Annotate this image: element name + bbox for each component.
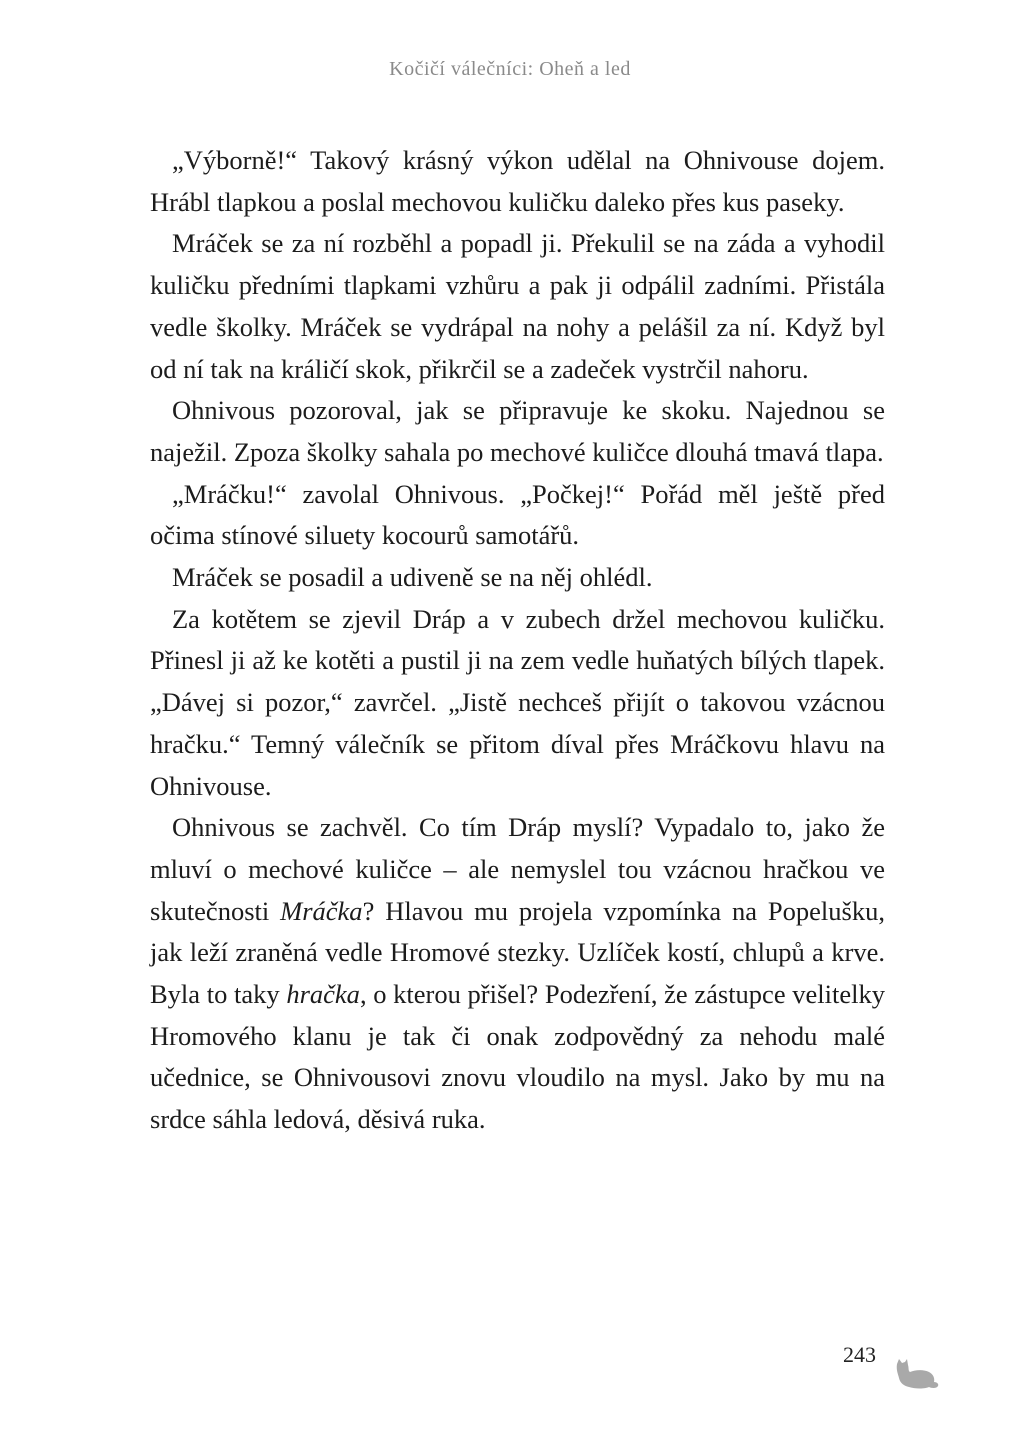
paragraph-segment: , o kterou přišel? Podezření, že zástupce velitelky Hromového klanu je tak či onak zodpovědný za nehodu malé učednice, se Ohnivousovi znovu vloudilo na mysl. Jako by mu na srdce sáhla ledová, děsivá ruka.	[150, 979, 885, 1135]
paragraph: Ohnivous pozoroval, jak se připravuje ke skoku. Najednou se naježil. Zpoza školky sahala po mechové kuličce dlouhá tmavá tlapa.	[150, 395, 885, 467]
paragraph-last	[150, 807, 885, 1141]
cat-silhouette-icon	[893, 1358, 939, 1390]
paragraph: Za kotětem se zjevil Dráp a v zubech držel mechovou kuličku. Přinesl ji až ke kotěti a pustil ji na zem vedle huňatých bílých tlapek. „Dávej si pozor,“ zavrčel. „Jistě nechceš přijít o takovou vzácnou hračku.“ Temný válečník se přitom díval přes Mráčkovu hlavu na Ohnivouse.	[150, 603, 885, 801]
paragraph-segment: ? Hlavou mu projela vzpomínka na Popelušku, jak leží zraněná vedle Hromové stezky. Uzlíček kostí, chlupů a krve. Byla to taky	[150, 895, 885, 1010]
paragraph: „Mráčku!“ zavolal Ohnivous. „Počkej!“ Pořád měl ještě před očima stínové siluety kocourů samotářů.	[150, 478, 885, 551]
paragraph: Mráček se za ní rozběhl a popadl ji. Překulil se na záda a vyhodil kuličku předními tlapkami vzhůru a pak ji odpálil zadními. Přistála vedle školky. Mráček se vydrápal na nohy a pelášil za ní. Když byl od ní tak na králičí skok, přikrčil se a zadeček vystrčil nahoru.	[150, 228, 885, 384]
italic-word: Mráčka	[280, 895, 363, 926]
body-text	[150, 140, 885, 1141]
paragraph: Mráček se posadil a udiveně se na něj ohlédl.	[172, 562, 653, 593]
paragraph: „Výborně!“ Takový krásný výkon udělal na Ohnivouse dojem. Hrábl tlapkou a poslal mechovou kuličku daleko přes kus paseky.	[150, 145, 885, 217]
italic-word: hračka	[286, 979, 360, 1010]
paragraph-segment: Ohnivous se zachvěl. Co tím Dráp myslí? Vypadalo to, jako že mluví o mechové kuličce – ale nemyslel tou vzácnou hračkou ve skutečnosti	[150, 812, 885, 926]
page-number: 243	[843, 1342, 876, 1367]
running-header: Kočičí válečníci: Oheň a led	[389, 58, 631, 80]
